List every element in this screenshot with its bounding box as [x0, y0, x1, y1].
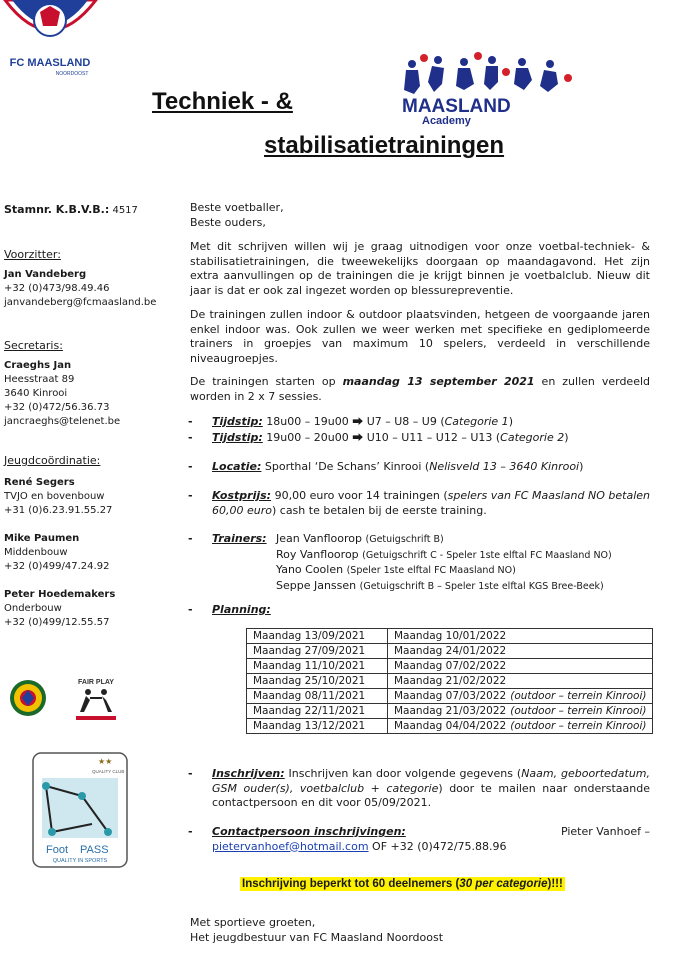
planning-date-2022: Maandag 07/02/2022: [388, 659, 653, 674]
club-logo: [0, 0, 100, 80]
planning-note: (outdoor – terrein Kinrooi): [510, 705, 647, 717]
tijdstip-1: - Tijdstip: 18u00 – 19u00 ⮕ U7 – U8 – U9 (Categorie 1): [188, 415, 513, 428]
notice-banner: Inschrijving beperkt tot 60 deelnemers (30 per categorie)!!!: [242, 878, 563, 890]
trainer-item: Jean Vanfloorop (Getuigschrift B): [276, 532, 444, 545]
trainer-item: Seppe Janssen (Getuigschrift B – Speler 1ste elftal KGS Bree-Beek): [276, 578, 604, 592]
svg-text:Foot: Foot: [46, 844, 69, 856]
voorzitter-heading: Voorzitter:: [4, 248, 61, 261]
star-icon: ★★: [98, 757, 113, 766]
secretaris-block: [4, 339, 179, 429]
inschrijven-text: Inschrijven kan door volgende gegevens (: [288, 767, 522, 780]
trainers-label: Trainers:: [212, 532, 267, 545]
svg-text:FC MAASLAND: FC MAASLAND: [9, 57, 91, 69]
greeting: [190, 201, 650, 230]
locatie-label: Locatie:: [212, 460, 262, 473]
jeugd-block: [4, 454, 179, 630]
locatie: - Locatie: Sporthal ‘De Schans’ Kinrooi (Nelisveld 13 – 3640 Kinrooi): [188, 460, 584, 473]
stamnr-label: Stamnr. K.B.V.B.:: [4, 203, 110, 216]
planning-date-2022: Maandag 10/01/2022: [388, 629, 653, 644]
foot-pass-logo: [32, 752, 128, 868]
secretaris-heading: Secretaris:: [4, 339, 63, 352]
planning-date-2021: Maandag 13/12/2021: [247, 719, 388, 734]
closing: [190, 916, 650, 945]
planning-date-2022: Maandag 04/04/2022 (outdoor – terrein Kinrooi): [388, 719, 653, 734]
start-date: maandag 13 september 2021: [342, 375, 535, 388]
tijdstip-2: - Tijdstip: 19u00 – 20u00 ⮕ U10 – U11 – U12 – U13 (Categorie 2): [188, 431, 569, 444]
voorzitter-phone: +32 (0)473/98.49.46: [4, 283, 110, 294]
contact-name: Pieter Vanhoef –: [560, 825, 650, 838]
svg-text:QUALITY CLUB: QUALITY CLUB: [92, 769, 125, 774]
contact: - Contactpersoon inschrijvingen: Pieter Vanhoef – pietervanhoef@hotmail.com OF +32 (0)472/75.88.96: [188, 825, 650, 853]
jeugd-1-role: TVJO en bovenbouw: [4, 491, 105, 502]
planning-label: Planning:: [212, 603, 271, 616]
planning-date-2021: Maandag 22/11/2021: [247, 704, 388, 719]
planning-date-2022: Maandag 21/02/2022: [388, 674, 653, 689]
planning-date-2021: Maandag 25/10/2021: [247, 674, 388, 689]
planning-date-2021: Maandag 13/09/2021: [247, 629, 388, 644]
paragraph-indoor-outdoor: De trainingen zullen indoor & outdoor plaatsvinden, hetgeen de voorgaande jaren enkel indoor was. Ook zullen we weer werken met specifieke en gediplomeerde trainers in groepjes van maximum 10 spelers, verdeeld in verschillende niveaugroepjes.: [190, 308, 650, 365]
stamnr: [4, 203, 179, 218]
jeugd-2-role: Middenbouw: [4, 547, 68, 558]
planning-date-2021: Maandag 27/09/2021: [247, 644, 388, 659]
contact-phone: OF +32 (0)472/75.88.96: [372, 839, 507, 853]
kostprijs: - Kostprijs: 90,00 euro voor 14 trainingen (spelers van FC Maasland NO betalen 60,00 euro) cash te betalen bij de eerste training.: [188, 489, 650, 517]
trainer-item: Roy Vanfloorop (Getuigschrift C - Speler 1ste elftal FC Maasland NO): [276, 547, 612, 561]
jeugd-1-phone: +31 (0)6.23.91.55.27: [4, 505, 113, 516]
planning-row: [247, 644, 653, 659]
planning-row: [247, 704, 653, 719]
planning-table: [246, 628, 653, 734]
closing-line-2: Het jeugdbestuur van FC Maasland Noordoost: [190, 930, 444, 944]
secretaris-phone: +32 (0)472/56.36.73: [4, 402, 110, 413]
voorzitter-name: Jan Vandeberg: [4, 269, 87, 280]
fair-play-logo: [56, 676, 136, 722]
planning-note: (outdoor – terrein Kinrooi): [510, 720, 647, 732]
planning-row: [247, 659, 653, 674]
planning-row: [247, 674, 653, 689]
paragraph-start: [190, 375, 650, 404]
jeugd-3-phone: +32 (0)499/12.55.57: [4, 617, 110, 628]
start-text-rest: en zullen verdeeld worden in 2 x 7 sessies.: [190, 375, 650, 403]
trainers-list: [276, 532, 612, 594]
jeugd-3-name: Peter Hoedemakers: [4, 589, 116, 600]
svg-text:QUALITY IN SPORTS: QUALITY IN SPORTS: [52, 858, 108, 864]
svg-text:FAIR PLAY: FAIR PLAY: [78, 679, 114, 686]
secretaris-email[interactable]: jancraeghs@telenet.be: [4, 416, 121, 427]
locatie-value: Sporthal ‘De Schans’ Kinrooi (: [264, 460, 430, 473]
tijdstip-1-category: Categorie 1: [444, 415, 509, 428]
jeugd-1-name: René Segers: [4, 477, 75, 488]
tijdstip-label: Tijdstip:: [212, 415, 263, 428]
federation-badge-icon: [8, 674, 48, 722]
inschrijven-rest: ) door te mailen naar onderstaande contactpersoon en dit voor 05/09/2021.: [212, 781, 650, 809]
greeting-line-1: Beste voetballer,: [190, 201, 284, 214]
kostprijs-discount: spelers van FC Maasland NO betalen 60,00 euro: [212, 489, 650, 517]
locatie-address: Nelisveld 13 – 3640 Kinrooi: [429, 460, 580, 473]
trainer-item: Yano Coolen (Speler 1ste elftal FC Maasland NO): [276, 563, 516, 576]
jeugd-2-name: Mike Paumen: [4, 533, 80, 544]
voorzitter-block: [4, 248, 179, 310]
stamnr-value: 4517: [112, 205, 138, 216]
tijdstip-label-2: Tijdstip:: [212, 431, 263, 444]
start-text: De trainingen starten op: [190, 375, 336, 388]
svg-text:Academy: Academy: [422, 115, 471, 127]
kostprijs-rest: ) cash te betalen bij de eerste training.: [271, 503, 487, 517]
tijdstip-2-category: Categorie 2: [500, 431, 565, 444]
academy-logo: [398, 50, 578, 130]
title-line-1: Techniek - &: [152, 88, 293, 115]
planning-date-2022: Maandag 07/03/2022 (outdoor – terrein Kinrooi): [388, 689, 653, 704]
inschrijven-fields: Naam, geboortedatum, GSM ouder(s), voetbalclub + categorie: [212, 767, 651, 795]
notice-text: Inschrijving beperkt tot 60 deelnemers (: [242, 878, 460, 890]
secretaris-street: Heesstraat 89: [4, 374, 75, 385]
planning-date-2022: Maandag 21/03/2022 (outdoor – terrein Kinrooi): [388, 704, 653, 719]
planning-row: [247, 629, 653, 644]
planning-date-2021: Maandag 11/10/2021: [247, 659, 388, 674]
inschrijven-label: Inschrijven:: [212, 767, 285, 780]
jeugd-3-role: Onderbouw: [4, 603, 62, 614]
svg-text:PASS: PASS: [80, 844, 109, 856]
jeugd-2-phone: +32 (0)499/47.24.92: [4, 561, 110, 572]
trainers: - Trainers:: [188, 532, 267, 545]
secretaris-city: 3640 Kinrooi: [4, 388, 68, 399]
tijdstip-2-value: 19u00 – 20u00 ⮕ U10 – U11 – U12 – U13 (: [266, 431, 501, 444]
planning-date-2021: Maandag 08/11/2021: [247, 689, 388, 704]
inschrijven: - Inschrijven: Inschrijven kan door volgende gegevens (Naam, geboortedatum, GSM ouder(s), voetbalclub + categorie) door te mailen naar onderstaande contactpersoon en dit voor 05/09/2021.: [188, 767, 651, 809]
closing-line-1: Met sportieve groeten,: [190, 916, 316, 929]
contact-label: Contactpersoon inschrijvingen:: [212, 825, 406, 838]
voorzitter-email[interactable]: janvandeberg@fcmaasland.be: [4, 297, 157, 308]
paragraph-intro: Met dit schrijven willen wij je graag uitnodigen voor onze voetbal-techniek- & stabilisatietrainingen, die tweewekelijks doorgaan op maandagavond. Het zijn extra aanvullingen op de trainingen die je krijgt binnen je voetbalclub. Nieuw dit jaar is dat er ook zal ingezet worden op blessurepreventie.: [190, 240, 650, 297]
jeugd-heading: Jeugdcoördinatie:: [4, 454, 101, 467]
secretaris-name: Craeghs Jan: [4, 360, 72, 371]
planning: - Planning:: [188, 603, 271, 616]
planning-date-2022: Maandag 24/01/2022: [388, 644, 653, 659]
kostprijs-label: Kostprijs:: [212, 489, 272, 502]
planning-note: (outdoor – terrein Kinrooi): [510, 690, 647, 702]
notice-per-category: 30 per categorie: [459, 878, 548, 890]
planning-row: [247, 689, 653, 704]
greeting-line-2: Beste ouders,: [190, 215, 266, 229]
kostprijs-value: 90,00 euro voor 14 trainingen (: [274, 489, 448, 502]
svg-text:NOORDOOST: NOORDOOST: [55, 71, 89, 77]
contact-email-link[interactable]: pietervanhoef@hotmail.com: [212, 839, 369, 853]
planning-row: [247, 719, 653, 734]
svg-text:MAASLAND: MAASLAND: [402, 96, 511, 117]
tijdstip-1-value: 18u00 – 19u00 ⮕ U7 – U8 – U9 (: [266, 415, 445, 428]
title-line-2: stabilisatietrainingen: [264, 132, 505, 159]
